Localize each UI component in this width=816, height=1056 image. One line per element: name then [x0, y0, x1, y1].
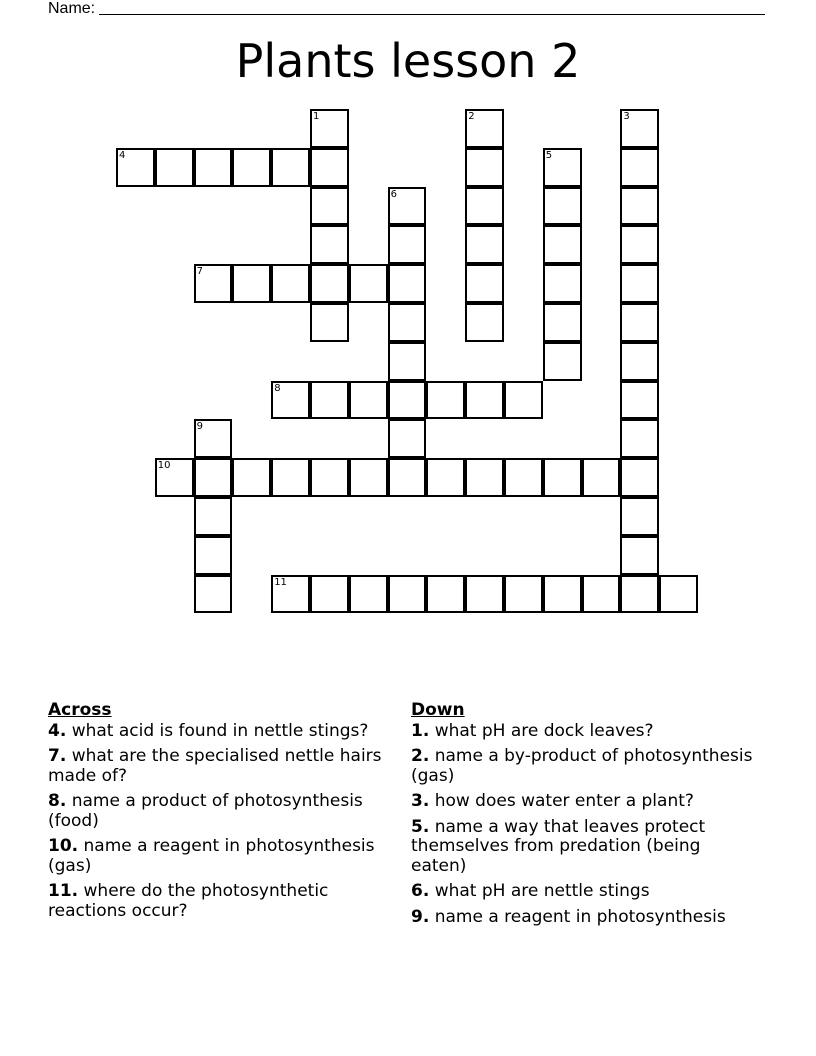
- across-clues: [48, 701, 398, 927]
- clue-down-2: [411, 792, 761, 812]
- grid-cell[interactable]: [388, 264, 427, 303]
- clue-number: 2.: [411, 746, 430, 766]
- grid-cell[interactable]: [388, 187, 427, 226]
- clue-text: name a by-product of photosynthesis (gas): [411, 746, 753, 786]
- clue-text: what are the specialised nettle hairs made of?: [48, 746, 382, 786]
- grid-cell[interactable]: [543, 148, 582, 187]
- grid-cell[interactable]: [388, 575, 427, 614]
- grid-cell[interactable]: [310, 187, 349, 226]
- grid-cell[interactable]: [349, 264, 388, 303]
- grid-cell[interactable]: [194, 536, 233, 575]
- grid-cell[interactable]: [620, 381, 659, 420]
- grid-cell[interactable]: [271, 458, 310, 497]
- grid-cell[interactable]: [388, 419, 427, 458]
- grid-cell[interactable]: [388, 342, 427, 381]
- clue-down-0: [411, 722, 761, 742]
- clue-text: what acid is found in nettle stings?: [71, 720, 369, 741]
- grid-cell[interactable]: [620, 187, 659, 226]
- grid-cell[interactable]: [620, 303, 659, 342]
- grid-cell[interactable]: [310, 148, 349, 187]
- grid-cell[interactable]: [349, 381, 388, 420]
- grid-cell[interactable]: [271, 381, 310, 420]
- clue-text: name a way that leaves protect themselves from predation (being eaten): [411, 816, 706, 876]
- grid-cell[interactable]: [271, 264, 310, 303]
- down-heading: Down: [411, 700, 465, 720]
- grid-cell[interactable]: [543, 225, 582, 264]
- clue-down-3: [411, 818, 761, 877]
- clue-across-4: [48, 882, 398, 921]
- grid-cell[interactable]: [194, 497, 233, 536]
- grid-cell[interactable]: [271, 575, 310, 614]
- grid-cell[interactable]: [155, 148, 194, 187]
- grid-cell[interactable]: [310, 575, 349, 614]
- name-label: Name:: [48, 0, 96, 17]
- grid-cell[interactable]: [310, 458, 349, 497]
- clue-number-label: 1: [313, 111, 320, 122]
- grid-cell[interactable]: [543, 575, 582, 614]
- grid-cell[interactable]: [582, 458, 621, 497]
- clue-text: name a reagent in photosynthesis: [434, 906, 726, 927]
- grid-cell[interactable]: [620, 536, 659, 575]
- grid-cell[interactable]: [349, 458, 388, 497]
- name-field[interactable]: [48, 0, 765, 18]
- clue-across-0: [48, 722, 398, 742]
- clue-text: what pH are dock leaves?: [434, 720, 654, 741]
- grid-cell[interactable]: [388, 458, 427, 497]
- grid-cell[interactable]: [426, 458, 465, 497]
- clue-number-label: 6: [390, 188, 397, 200]
- grid-cell[interactable]: [194, 148, 233, 187]
- grid-cell[interactable]: [620, 419, 659, 458]
- grid-cell[interactable]: [232, 264, 271, 303]
- grid-cell[interactable]: [465, 381, 504, 420]
- grid-cell[interactable]: [659, 575, 698, 614]
- clue-number-label: 7: [196, 266, 203, 278]
- clue-number-label: 2: [468, 111, 475, 122]
- clue-number-label: 5: [545, 149, 553, 161]
- page-title: Plants lesson 2: [235, 34, 581, 88]
- clue-text: name a product of photosynthesis (food): [48, 791, 363, 831]
- clue-across-1: [48, 747, 398, 786]
- across-heading: Across: [48, 700, 112, 720]
- grid-cell[interactable]: [465, 225, 504, 264]
- grid-cell[interactable]: [504, 458, 543, 497]
- grid-cell[interactable]: [543, 303, 582, 342]
- grid-cell[interactable]: [620, 497, 659, 536]
- clue-down-1: [411, 747, 761, 786]
- grid-cell[interactable]: [271, 148, 310, 187]
- clue-number: 11.: [48, 881, 79, 901]
- grid-cell[interactable]: [465, 264, 504, 303]
- clue-text: name a reagent in photosynthesis (gas): [48, 836, 375, 876]
- grid-cell[interactable]: [620, 575, 659, 614]
- grid-cell[interactable]: [232, 148, 271, 187]
- clue-number-label: 10: [157, 460, 171, 472]
- clue-number: 3.: [411, 791, 430, 811]
- grid-cell[interactable]: [465, 187, 504, 226]
- clue-across-3: [48, 837, 398, 876]
- clue-number: 1.: [411, 720, 430, 741]
- clue-number: 10.: [48, 836, 79, 856]
- grid-cell[interactable]: [194, 264, 233, 303]
- grid-cell[interactable]: [543, 264, 582, 303]
- grid-cell[interactable]: [465, 575, 504, 614]
- grid-cell[interactable]: [310, 264, 349, 303]
- clue-number: 4.: [48, 720, 67, 741]
- grid-cell[interactable]: [543, 342, 582, 381]
- grid-cell[interactable]: [543, 187, 582, 226]
- grid-cell[interactable]: [194, 458, 233, 497]
- name-underline[interactable]: [99, 0, 765, 15]
- down-clues: [411, 701, 761, 933]
- grid-cell[interactable]: [620, 264, 659, 303]
- grid-cell[interactable]: [310, 303, 349, 342]
- grid-cell[interactable]: [155, 458, 194, 497]
- grid-cell[interactable]: [504, 381, 543, 420]
- clue-number: 6.: [411, 881, 430, 901]
- grid-cell[interactable]: [582, 575, 621, 614]
- grid-cell[interactable]: [388, 381, 427, 420]
- clue-number-label: 8: [274, 382, 281, 394]
- clue-text: what pH are nettle stings: [434, 881, 650, 901]
- grid-cell[interactable]: [620, 109, 659, 148]
- grid-cell[interactable]: [310, 225, 349, 264]
- clue-text: how does water enter a plant?: [434, 791, 694, 811]
- clue-down-4: [411, 882, 761, 902]
- grid-cell[interactable]: [310, 381, 349, 420]
- grid-cell[interactable]: [620, 458, 659, 497]
- clue-number-label: 3: [623, 111, 630, 122]
- grid-cell[interactable]: [426, 381, 465, 420]
- grid-cell[interactable]: [465, 148, 504, 187]
- grid-cell[interactable]: [388, 303, 427, 342]
- grid-cell[interactable]: [465, 458, 504, 497]
- grid-cell[interactable]: [465, 303, 504, 342]
- grid-cell[interactable]: [620, 148, 659, 187]
- clue-number-label: 4: [119, 149, 126, 161]
- grid-cell[interactable]: [388, 225, 427, 264]
- grid-cell[interactable]: [465, 109, 504, 148]
- grid-cell[interactable]: [310, 109, 349, 148]
- grid-cell[interactable]: [426, 575, 465, 614]
- clue-number: 8.: [48, 791, 67, 811]
- clue-number: 5.: [411, 816, 430, 837]
- grid-cell[interactable]: [194, 575, 233, 614]
- clue-number-label: 9: [196, 421, 203, 433]
- grid-cell[interactable]: [504, 575, 543, 614]
- clue-down-5: [411, 908, 761, 928]
- grid-cell[interactable]: [232, 458, 271, 497]
- clue-across-2: [48, 792, 398, 831]
- grid-cell[interactable]: [620, 342, 659, 381]
- grid-cell[interactable]: [116, 148, 155, 187]
- clue-text: where do the photosynthetic reactions occur?: [48, 881, 329, 921]
- grid-cell[interactable]: [349, 575, 388, 614]
- clue-number: 9.: [411, 906, 430, 927]
- clue-number: 7.: [48, 746, 67, 766]
- clue-number-label: 11: [274, 576, 287, 588]
- grid-cell[interactable]: [194, 419, 233, 458]
- grid-cell[interactable]: [620, 225, 659, 264]
- grid-cell[interactable]: [543, 458, 582, 497]
